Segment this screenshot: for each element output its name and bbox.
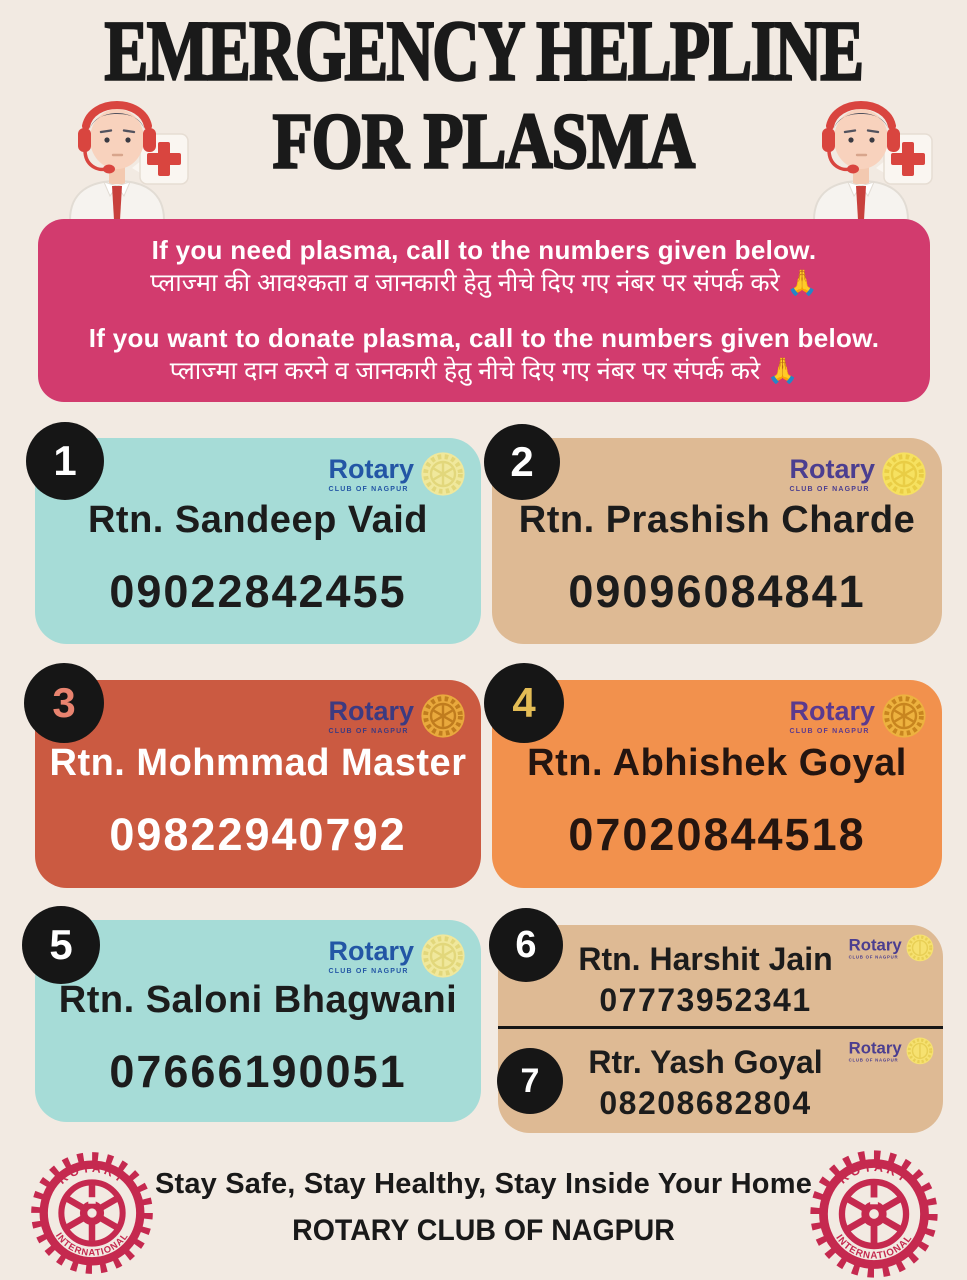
rotary-wordmark: Rotary — [849, 1038, 903, 1057]
contact-phone: 07773952341 — [599, 981, 812, 1018]
rotary-club-logo — [328, 932, 467, 980]
rotary-club-subtext: CLUB OF NAGPUR — [789, 727, 870, 735]
svg-text:INTERNATIONAL: INTERNATIONAL — [53, 1230, 131, 1258]
rotary-wordmark: Rotary — [328, 695, 414, 726]
contact-phone: 09022842455 — [109, 565, 407, 617]
contact-name: Rtn. Saloni Bhagwani — [58, 978, 458, 1021]
poster-title-line-2: FOR PLASMA — [272, 97, 695, 186]
need-plasma-text-hi: प्लाज्मा की आवश्कता व जानकारी हेतु नीचे दिए गए नंबर पर संपर्क करे 🙏 — [150, 268, 818, 297]
support-agent-icon — [786, 82, 936, 222]
contact-phone: 08208682804 — [599, 1084, 812, 1121]
need-plasma-text-en: If you need plasma, call to the numbers given below. — [151, 234, 817, 265]
footer-club-name: ROTARY CLUB OF NAGPUR — [292, 1214, 675, 1247]
rotary-wordmark: Rotary — [328, 453, 414, 484]
rotary-wheel-icon — [419, 450, 467, 498]
contact-half-7 — [498, 1028, 943, 1131]
contact-name: Rtn. Prashish Charde — [518, 498, 916, 541]
rotary-club-subtext: CLUB OF NAGPUR — [789, 485, 870, 493]
card-number-badge-7: 7 — [497, 1048, 563, 1114]
rotary-wheel-icon — [880, 450, 928, 498]
card-number-badge-6: 6 — [489, 908, 563, 982]
contact-card-5 — [35, 920, 481, 1122]
card-number-badge-4: 4 — [484, 663, 564, 743]
contact-card-2 — [492, 438, 942, 644]
card-number-badge-3: 3 — [24, 663, 104, 743]
svg-text:INTERNATIONAL: INTERNATIONAL — [833, 1232, 915, 1262]
rotary-wheel-icon — [419, 932, 467, 980]
rotary-wheel-icon — [419, 692, 467, 740]
contact-name: Rtn. Abhishek Goyal — [527, 741, 907, 784]
rotary-club-subtext: CLUB OF NAGPUR — [328, 967, 409, 975]
rotary-club-logo — [849, 933, 935, 963]
rotary-club-subtext: CLUB OF NAGPUR — [849, 955, 899, 960]
rotary-club-subtext: CLUB OF NAGPUR — [849, 1058, 899, 1063]
contact-phone: 07020844518 — [568, 808, 866, 860]
poster-title-line-1: EMERGENCY HELPLINE — [104, 3, 863, 99]
card-number-badge-1: 1 — [26, 422, 104, 500]
contact-half-6 — [498, 925, 943, 1028]
contact-name: Rtn. Harshit Jain — [578, 940, 833, 977]
rotary-wordmark: Rotary — [789, 695, 875, 726]
card-number-badge-2: 2 — [484, 424, 560, 500]
contact-name: Rtr. Yash Goyal — [588, 1043, 823, 1080]
rotary-wordmark: Rotary — [789, 453, 875, 484]
contact-name: Rtn. Mohmmad Master — [49, 741, 467, 784]
rotary-wordmark: Rotary — [849, 935, 903, 954]
call-agent-illustration-right — [786, 82, 936, 222]
contact-name: Rtn. Sandeep Vaid — [87, 498, 429, 541]
rotary-international-wheel-right — [806, 1146, 942, 1280]
contact-phone: 07666190051 — [109, 1045, 407, 1097]
contact-phone: 09822940792 — [109, 808, 407, 860]
card-number-badge-5: 5 — [22, 906, 100, 984]
rotary-club-logo — [789, 450, 928, 498]
svg-text:ROTARY: ROTARY — [55, 1160, 129, 1187]
rotary-club-subtext: CLUB OF NAGPUR — [328, 727, 409, 735]
contact-card-6-7 — [498, 925, 943, 1133]
footer-slogan: Stay Safe, Stay Healthy, Stay Inside Your Home — [154, 1168, 813, 1200]
contact-phone: 09096084841 — [568, 565, 866, 617]
rotary-wordmark: Rotary — [328, 935, 414, 966]
rotary-club-logo — [328, 692, 467, 740]
rotary-club-logo — [789, 692, 928, 740]
rotary-wheel-icon — [880, 692, 928, 740]
rotary-wheel-icon — [905, 933, 935, 963]
rotary-wheel-icon — [806, 1146, 942, 1280]
donate-plasma-text-hi: प्लाज्मा दान करने व जानकारी हेतु नीचे दिए गए नंबर पर संपर्क करे 🙏 — [169, 356, 799, 385]
instructions-banner — [38, 219, 930, 402]
rotary-club-subtext: CLUB OF NAGPUR — [328, 485, 409, 493]
rotary-wheel-icon — [905, 1036, 935, 1066]
rotary-club-logo — [328, 450, 467, 498]
call-agent-illustration-left — [42, 82, 192, 222]
rotary-club-logo — [849, 1036, 935, 1066]
svg-text:ROTARY: ROTARY — [835, 1159, 913, 1187]
support-agent-icon — [42, 82, 192, 222]
donate-plasma-text-en: If you want to donate plasma, call to the numbers given below. — [88, 322, 880, 353]
